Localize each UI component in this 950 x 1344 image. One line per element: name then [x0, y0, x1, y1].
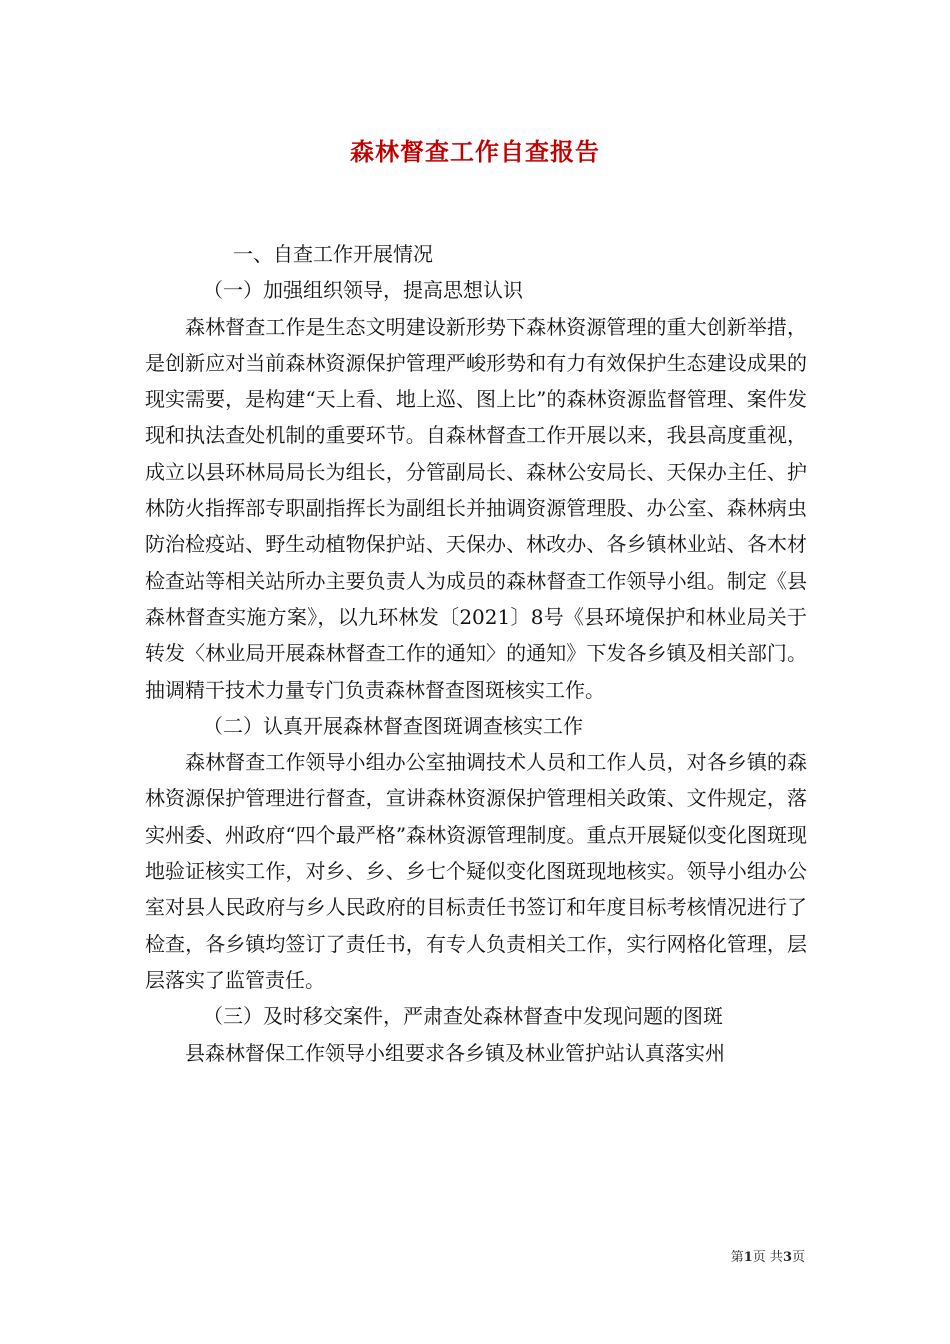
subsection-heading-2: （二）认真开展森林督查图斑调查核实工作 — [203, 713, 583, 738]
paragraph-1: 森林督查工作是生态文明建设新形势下森林资源管理的重大创新举措，是创新应对当前森林资源保护管理严峻形势和有力有效保护生态建设成果的现实需要，是构建“天上看、地上巡、图上比”的森林资源监督管理、案件发现和执法查处机制的重要环节。自森林督查工作开展以来，我县高度重视，成立以县环林局局长为组长，分管副局长、森林公安局长、天保办主任、护林防火指挥部专职副指挥长为副组长并抽调资源管理股、办公室、森林病虫防治检疫站、野生动植物保护站、天保办、林改办、各乡镇林业站、各木材检查站等相关站所办主要负责人为成员的森林督查工作领导小组。制定《县森林督查实施方案》，以九环林发〔2021〕8号《县环境保护和林业局关于转发〈林业局开展森林督查工作的通知〉的通知》下发各乡镇及相关部门。抽调精干技术力量专门负责森林督查图斑核实工作。 — [145, 314, 807, 702]
subsection-heading-1: （一）加强组织领导，提高思想认识 — [203, 278, 523, 303]
subsection-heading-3: （三）及时移交案件，严肃查处森林督查中发现问题的图斑 — [203, 1004, 723, 1029]
page-footer — [731, 1246, 805, 1265]
document-body — [145, 236, 807, 1071]
footer-middle: 页 共 — [752, 1250, 783, 1265]
footer-prefix: 第 — [730, 1250, 744, 1265]
section-heading-1: 一、自查工作开展情况 — [233, 242, 433, 266]
footer-total-pages: 3 — [782, 1250, 792, 1265]
paragraph-3: 县森林督保工作领导小组要求各乡镇及林业管护站认真落实州 — [185, 1040, 725, 1065]
paragraph-2: 森林督查工作领导小组办公室抽调技术人员和工作人员，对各乡镇的森林资源保护管理进行督查，宣讲森林资源保护管理相关政策、文件规定，落实州委、州政府“四个最严格”森林资源管理制度。重点开展疑似变化图斑现地验证核实工作，对乡、乡、乡七个疑似变化图斑现地核实。领导小组办公室对县人民政府与乡人民政府的目标责任书签订和年度目标考核情况进行了检查，各乡镇均签订了责任书，有专人负责相关工作，实行网格化管理，层层落实了监管责任。 — [145, 750, 807, 992]
document-title: 森林督查工作自查报告 — [350, 137, 600, 166]
footer-suffix: 页 — [791, 1250, 805, 1265]
footer-page-number: 1 — [743, 1250, 753, 1265]
